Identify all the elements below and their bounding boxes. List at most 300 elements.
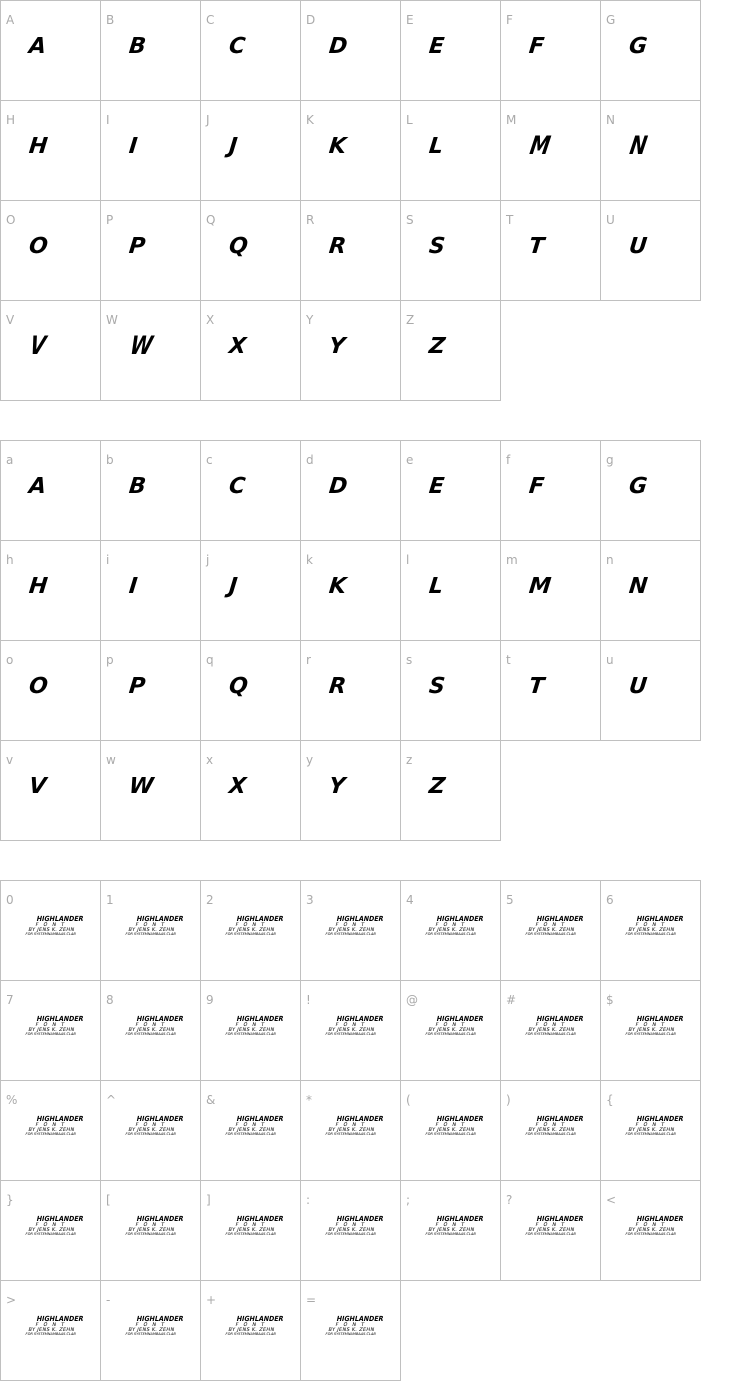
- glyph-preview: D: [327, 474, 349, 499]
- font-sample-logo: [424, 1015, 489, 1039]
- glyph-cell: [100, 540, 201, 641]
- glyph-preview: L: [427, 574, 445, 599]
- sample-line4: FOR SYSTEMNAMBAAS.CLAB: [125, 1132, 177, 1136]
- glyph-preview: G: [627, 34, 649, 59]
- glyph-preview: C: [227, 474, 247, 499]
- glyph-cell: [300, 980, 401, 1081]
- sample-line3: BY JENS K. ZEHN: [127, 927, 175, 933]
- sample-line1: HIGHLANDER: [535, 1215, 585, 1223]
- glyph-cell: [500, 880, 601, 981]
- glyph-label: O: [6, 213, 16, 227]
- sample-line2: FONT: [234, 1022, 270, 1028]
- glyph-label: Y: [306, 313, 314, 327]
- sample-line4: FOR SYSTEMNAMBAAS.CLAB: [125, 1332, 177, 1336]
- glyph-preview: U: [627, 674, 649, 699]
- glyph-preview: J: [227, 574, 239, 599]
- glyph-label: D: [306, 13, 316, 27]
- glyph-label: v: [6, 753, 14, 767]
- glyph-label: u: [606, 653, 614, 667]
- sample-line1: HIGHLANDER: [135, 1315, 185, 1323]
- glyph-cell: [600, 200, 701, 301]
- sample-line4: FOR SYSTEMNAMBAAS.CLAB: [25, 1032, 77, 1036]
- glyph-cell: [100, 1180, 201, 1281]
- glyph-label: g: [606, 453, 614, 467]
- sample-line2: FONT: [334, 1322, 370, 1328]
- sample-line1: HIGHLANDER: [635, 1015, 685, 1023]
- font-sample-logo: [624, 1115, 689, 1139]
- sample-line2: FONT: [434, 1222, 470, 1228]
- glyph-label: A: [6, 13, 15, 27]
- glyph-cell: [400, 880, 501, 981]
- glyph-cell: [500, 640, 601, 741]
- font-sample-logo: [624, 1015, 689, 1039]
- glyph-cell: [400, 300, 501, 401]
- glyph-label: 4: [406, 893, 414, 907]
- glyph-preview: P: [127, 674, 147, 699]
- glyph-preview: N: [627, 574, 649, 599]
- glyph-label: I: [106, 113, 110, 127]
- sample-line4: FOR SYSTEMNAMBAAS.CLAB: [325, 932, 377, 936]
- glyph-label: M: [506, 113, 517, 127]
- glyph-cell: [100, 1080, 201, 1181]
- sample-line2: FONT: [234, 1222, 270, 1228]
- sample-line1: HIGHLANDER: [235, 1015, 285, 1023]
- font-sample-logo: [624, 1215, 689, 1239]
- glyph-label: L: [406, 113, 413, 127]
- glyph-label: ;: [406, 1193, 411, 1207]
- glyph-label: q: [206, 653, 214, 667]
- glyph-label: a: [6, 453, 14, 467]
- glyph-cell: [600, 440, 701, 541]
- glyph-preview: P: [127, 234, 147, 259]
- glyph-label: d: [306, 453, 314, 467]
- glyph-label: ): [506, 1093, 511, 1107]
- glyph-preview: H: [27, 134, 49, 159]
- glyph-cell: [0, 100, 101, 201]
- font-sample-logo: [24, 1115, 89, 1139]
- glyph-label: C: [206, 13, 215, 27]
- glyph-preview: M: [527, 132, 553, 161]
- glyph-cell: [600, 100, 701, 201]
- font-sample-logo: [124, 1115, 189, 1139]
- sample-line4: FOR SYSTEMNAMBAAS.CLAB: [325, 1332, 377, 1336]
- font-sample-logo: [524, 1115, 589, 1139]
- glyph-cell: [0, 200, 101, 301]
- glyph-preview: X: [227, 334, 248, 359]
- glyph-label: P: [106, 213, 114, 227]
- glyph-label: }: [6, 1193, 14, 1207]
- glyph-label: z: [406, 753, 413, 767]
- glyph-label: k: [306, 553, 313, 567]
- glyph-preview: W: [127, 332, 155, 361]
- font-sample-logo: [324, 1015, 389, 1039]
- glyph-preview: S: [427, 674, 447, 699]
- sample-line4: FOR SYSTEMNAMBAAS.CLAB: [625, 1232, 677, 1236]
- font-sample-logo: [524, 1215, 589, 1239]
- glyph-label: 0: [6, 893, 14, 907]
- glyph-cell: [100, 980, 201, 1081]
- sample-line4: FOR SYSTEMNAMBAAS.CLAB: [225, 932, 277, 936]
- sample-line2: FONT: [634, 1022, 670, 1028]
- sample-line1: HIGHLANDER: [35, 1215, 85, 1223]
- sample-line4: FOR SYSTEMNAMBAAS.CLAB: [425, 1232, 477, 1236]
- sample-line1: HIGHLANDER: [135, 1215, 185, 1223]
- glyph-cell: [300, 300, 401, 401]
- glyph-label: 1: [106, 893, 114, 907]
- glyph-label: &: [206, 1093, 216, 1107]
- glyph-label: s: [406, 653, 413, 667]
- glyph-preview: K: [327, 134, 348, 159]
- sample-line4: FOR SYSTEMNAMBAAS.CLAB: [525, 932, 577, 936]
- font-sample-logo: [424, 1215, 489, 1239]
- glyph-preview: G: [627, 474, 649, 499]
- glyph-cell: [400, 740, 501, 841]
- sample-line2: FONT: [434, 922, 470, 928]
- glyph-label: o: [6, 653, 14, 667]
- sample-line3: BY JENS K. ZEHN: [527, 1127, 575, 1133]
- sample-line4: FOR SYSTEMNAMBAAS.CLAB: [125, 1032, 177, 1036]
- sample-line2: FONT: [234, 1322, 270, 1328]
- sample-line3: BY JENS K. ZEHN: [227, 1027, 275, 1033]
- font-sample-logo: [524, 1015, 589, 1039]
- sample-line1: HIGHLANDER: [335, 1215, 385, 1223]
- sample-line4: FOR SYSTEMNAMBAAS.CLAB: [225, 1032, 277, 1036]
- glyph-label: 6: [606, 893, 614, 907]
- sample-line2: FONT: [34, 1022, 70, 1028]
- glyph-cell: [200, 300, 301, 401]
- glyph-label: !: [306, 993, 311, 1007]
- glyph-cell: [200, 980, 301, 1081]
- sample-line2: FONT: [134, 1022, 170, 1028]
- font-sample-logo: [324, 1215, 389, 1239]
- sample-line2: FONT: [134, 1122, 170, 1128]
- sample-line4: FOR SYSTEMNAMBAAS.CLAB: [625, 932, 677, 936]
- sample-line1: HIGHLANDER: [635, 1215, 685, 1223]
- sample-line4: FOR SYSTEMNAMBAAS.CLAB: [225, 1132, 277, 1136]
- sample-line3: BY JENS K. ZEHN: [127, 1027, 175, 1033]
- glyph-cell: [300, 880, 401, 981]
- glyph-cell: [100, 100, 201, 201]
- sample-line3: BY JENS K. ZEHN: [327, 1227, 375, 1233]
- sample-line1: HIGHLANDER: [435, 1215, 485, 1223]
- font-sample-logo: [24, 1215, 89, 1239]
- font-sample-logo: [124, 1215, 189, 1239]
- font-sample-logo: [624, 915, 689, 939]
- font-sample-logo: [324, 915, 389, 939]
- glyph-label: K: [306, 113, 314, 127]
- glyph-label: H: [6, 113, 16, 127]
- glyph-preview: T: [527, 674, 546, 699]
- glyph-cell: [200, 200, 301, 301]
- sample-line4: FOR SYSTEMNAMBAAS.CLAB: [225, 1332, 277, 1336]
- sample-line4: FOR SYSTEMNAMBAAS.CLAB: [125, 1232, 177, 1236]
- glyph-preview: M: [527, 574, 553, 599]
- glyph-cell: [300, 0, 401, 101]
- glyph-label: c: [206, 453, 213, 467]
- glyph-label: n: [606, 553, 614, 567]
- glyph-label: #: [506, 993, 517, 1007]
- sample-line3: BY JENS K. ZEHN: [27, 1327, 75, 1333]
- glyph-cell: [200, 880, 301, 981]
- glyph-cell: [0, 0, 101, 101]
- glyph-label: r: [306, 653, 311, 667]
- glyph-label: f: [506, 453, 511, 467]
- sample-line4: FOR SYSTEMNAMBAAS.CLAB: [225, 1232, 277, 1236]
- sample-line2: FONT: [434, 1122, 470, 1128]
- sample-line1: HIGHLANDER: [635, 1115, 685, 1123]
- glyph-cell: [300, 440, 401, 541]
- font-sample-logo: [324, 1315, 389, 1339]
- glyph-cell: [0, 880, 101, 981]
- glyph-cell: [400, 0, 501, 101]
- sample-line2: FONT: [234, 922, 270, 928]
- glyph-cell: [600, 1180, 701, 1281]
- font-sample-logo: [124, 915, 189, 939]
- glyph-preview: V: [27, 774, 48, 799]
- glyph-label: 9: [206, 993, 214, 1007]
- glyph-cell: [200, 1080, 301, 1181]
- glyph-preview: F: [527, 474, 546, 499]
- glyph-cell: [500, 440, 601, 541]
- glyph-cell: [500, 0, 601, 101]
- sample-line3: BY JENS K. ZEHN: [27, 1127, 75, 1133]
- sample-line4: FOR SYSTEMNAMBAAS.CLAB: [325, 1032, 377, 1036]
- glyph-label: -: [106, 1293, 111, 1307]
- glyph-cell: [0, 440, 101, 541]
- glyph-cell: [200, 0, 301, 101]
- glyph-cell: [200, 1180, 301, 1281]
- glyph-label: 2: [206, 893, 214, 907]
- glyph-label: V: [6, 313, 15, 327]
- glyph-preview: Q: [227, 234, 250, 259]
- font-sample-logo: [124, 1315, 189, 1339]
- glyph-cell: [0, 640, 101, 741]
- glyph-label: $: [606, 993, 614, 1007]
- sample-line1: HIGHLANDER: [135, 915, 185, 923]
- glyph-cell: [100, 640, 201, 741]
- sample-line1: HIGHLANDER: [335, 915, 385, 923]
- sample-line3: BY JENS K. ZEHN: [227, 1327, 275, 1333]
- glyph-label: 3: [306, 893, 314, 907]
- sample-line3: BY JENS K. ZEHN: [627, 1227, 675, 1233]
- glyph-cell: [0, 300, 101, 401]
- sample-line3: BY JENS K. ZEHN: [27, 927, 75, 933]
- sample-line4: FOR SYSTEMNAMBAAS.CLAB: [25, 1132, 77, 1136]
- glyph-cell: [400, 640, 501, 741]
- sample-line3: BY JENS K. ZEHN: [227, 1127, 275, 1133]
- font-sample-logo: [424, 1115, 489, 1139]
- glyph-label: B: [106, 13, 115, 27]
- glyph-label: S: [406, 213, 414, 227]
- glyph-label: i: [106, 553, 110, 567]
- glyph-label: %: [6, 1093, 18, 1107]
- sample-line1: HIGHLANDER: [635, 915, 685, 923]
- glyph-cell: [300, 640, 401, 741]
- sample-line3: BY JENS K. ZEHN: [327, 1327, 375, 1333]
- glyph-label: x: [206, 753, 214, 767]
- glyph-cell: [100, 200, 201, 301]
- sample-line2: FONT: [234, 1122, 270, 1128]
- sample-line3: BY JENS K. ZEHN: [627, 927, 675, 933]
- sample-line3: BY JENS K. ZEHN: [627, 1027, 675, 1033]
- sample-line3: BY JENS K. ZEHN: [327, 1027, 375, 1033]
- glyph-cell: [500, 1180, 601, 1281]
- font-sample-logo: [124, 1015, 189, 1039]
- glyph-label: F: [506, 13, 513, 27]
- sample-line1: HIGHLANDER: [35, 1115, 85, 1123]
- sample-line4: FOR SYSTEMNAMBAAS.CLAB: [125, 932, 177, 936]
- glyph-label: e: [406, 453, 414, 467]
- sample-line1: HIGHLANDER: [235, 1315, 285, 1323]
- glyph-preview: D: [327, 34, 349, 59]
- glyph-cell: [600, 0, 701, 101]
- glyph-cell: [100, 440, 201, 541]
- glyph-cell: [0, 540, 101, 641]
- glyph-cell: [400, 1180, 501, 1281]
- glyph-preview: Z: [427, 774, 447, 799]
- sample-line3: BY JENS K. ZEHN: [427, 927, 475, 933]
- glyph-cell: [400, 200, 501, 301]
- glyph-preview: I: [127, 574, 139, 599]
- glyph-label: :: [306, 1193, 311, 1207]
- glyph-label: X: [206, 313, 215, 327]
- glyph-preview: W: [127, 774, 155, 799]
- font-sample-logo: [224, 1315, 289, 1339]
- sample-line2: FONT: [134, 922, 170, 928]
- glyph-preview: Q: [227, 674, 250, 699]
- glyph-cell: [500, 540, 601, 641]
- glyph-label: p: [106, 653, 114, 667]
- glyph-cell: [300, 1280, 401, 1381]
- glyph-cell: [400, 440, 501, 541]
- glyph-label: t: [506, 653, 511, 667]
- glyph-label: l: [406, 553, 410, 567]
- sample-line1: HIGHLANDER: [535, 1115, 585, 1123]
- glyph-preview: S: [427, 234, 447, 259]
- glyph-cell: [300, 540, 401, 641]
- sample-line3: BY JENS K. ZEHN: [27, 1227, 75, 1233]
- glyph-label: R: [306, 213, 315, 227]
- sample-line3: BY JENS K. ZEHN: [227, 1227, 275, 1233]
- glyph-label: G: [606, 13, 616, 27]
- glyph-cell: [200, 540, 301, 641]
- glyph-label: ^: [106, 1093, 117, 1107]
- glyph-preview: B: [127, 34, 148, 59]
- glyph-label: ?: [506, 1193, 513, 1207]
- glyph-label: T: [506, 213, 514, 227]
- sample-line4: FOR SYSTEMNAMBAAS.CLAB: [525, 1132, 577, 1136]
- glyph-cell: [200, 640, 301, 741]
- glyph-label: 8: [106, 993, 114, 1007]
- sample-line1: HIGHLANDER: [135, 1115, 185, 1123]
- sample-line2: FONT: [534, 1122, 570, 1128]
- glyph-preview: C: [227, 34, 247, 59]
- sample-line1: HIGHLANDER: [435, 915, 485, 923]
- glyph-cell: [200, 440, 301, 541]
- glyph-cell: [0, 1280, 101, 1381]
- glyph-label: y: [306, 753, 314, 767]
- sample-line4: FOR SYSTEMNAMBAAS.CLAB: [325, 1232, 377, 1236]
- glyph-preview: R: [327, 234, 348, 259]
- sample-line1: HIGHLANDER: [35, 1315, 85, 1323]
- glyph-label: N: [606, 113, 615, 127]
- sample-line3: BY JENS K. ZEHN: [527, 1227, 575, 1233]
- glyph-preview: J: [227, 134, 239, 159]
- font-sample-logo: [324, 1115, 389, 1139]
- glyph-preview: E: [427, 34, 446, 59]
- sample-line3: BY JENS K. ZEHN: [127, 1127, 175, 1133]
- sample-line3: BY JENS K. ZEHN: [527, 1027, 575, 1033]
- glyph-cell: [500, 980, 601, 1081]
- glyph-cell: [100, 880, 201, 981]
- sample-line1: HIGHLANDER: [335, 1115, 385, 1123]
- font-sample-logo: [424, 915, 489, 939]
- sample-line4: FOR SYSTEMNAMBAAS.CLAB: [525, 1032, 577, 1036]
- sample-line2: FONT: [334, 922, 370, 928]
- glyph-preview: F: [527, 34, 546, 59]
- glyph-preview: U: [627, 234, 649, 259]
- sample-line3: BY JENS K. ZEHN: [627, 1127, 675, 1133]
- sample-line4: FOR SYSTEMNAMBAAS.CLAB: [625, 1132, 677, 1136]
- sample-line4: FOR SYSTEMNAMBAAS.CLAB: [625, 1032, 677, 1036]
- sample-line2: FONT: [334, 1222, 370, 1228]
- glyph-cell: [400, 100, 501, 201]
- sample-line2: FONT: [634, 922, 670, 928]
- glyph-preview: O: [27, 234, 50, 259]
- sample-line2: FONT: [334, 1022, 370, 1028]
- glyph-preview: N: [627, 132, 650, 161]
- glyph-preview: T: [527, 234, 546, 259]
- glyph-cell: [100, 740, 201, 841]
- sample-line4: FOR SYSTEMNAMBAAS.CLAB: [425, 932, 477, 936]
- glyph-label: +: [206, 1293, 217, 1307]
- glyph-cell: [600, 640, 701, 741]
- font-sample-logo: [224, 1215, 289, 1239]
- glyph-cell: [300, 100, 401, 201]
- sample-line1: HIGHLANDER: [535, 915, 585, 923]
- glyph-label: 5: [506, 893, 514, 907]
- glyph-cell: [0, 740, 101, 841]
- glyph-cell: [0, 1080, 101, 1181]
- sample-line2: FONT: [34, 922, 70, 928]
- glyph-preview: H: [27, 574, 49, 599]
- sample-line2: FONT: [534, 922, 570, 928]
- glyph-label: =: [306, 1293, 317, 1307]
- sample-line1: HIGHLANDER: [235, 1115, 285, 1123]
- sample-line3: BY JENS K. ZEHN: [427, 1127, 475, 1133]
- glyph-cell: [300, 1180, 401, 1281]
- glyph-preview: R: [327, 674, 348, 699]
- glyph-preview: X: [227, 774, 248, 799]
- glyph-preview: Y: [327, 774, 347, 799]
- sample-line3: BY JENS K. ZEHN: [27, 1027, 75, 1033]
- sample-line4: FOR SYSTEMNAMBAAS.CLAB: [425, 1032, 477, 1036]
- sample-line2: FONT: [634, 1222, 670, 1228]
- glyph-preview: Z: [427, 334, 447, 359]
- glyph-preview: B: [127, 474, 148, 499]
- sample-line2: FONT: [534, 1222, 570, 1228]
- glyph-cell: [100, 300, 201, 401]
- sample-line2: FONT: [434, 1022, 470, 1028]
- glyph-label: [: [106, 1193, 111, 1207]
- glyph-cell: [500, 200, 601, 301]
- glyph-label: w: [106, 753, 116, 767]
- sample-line2: FONT: [134, 1222, 170, 1228]
- sample-line4: FOR SYSTEMNAMBAAS.CLAB: [425, 1132, 477, 1136]
- sample-line3: BY JENS K. ZEHN: [127, 1227, 175, 1233]
- glyph-label: h: [6, 553, 14, 567]
- glyph-cell: [300, 200, 401, 301]
